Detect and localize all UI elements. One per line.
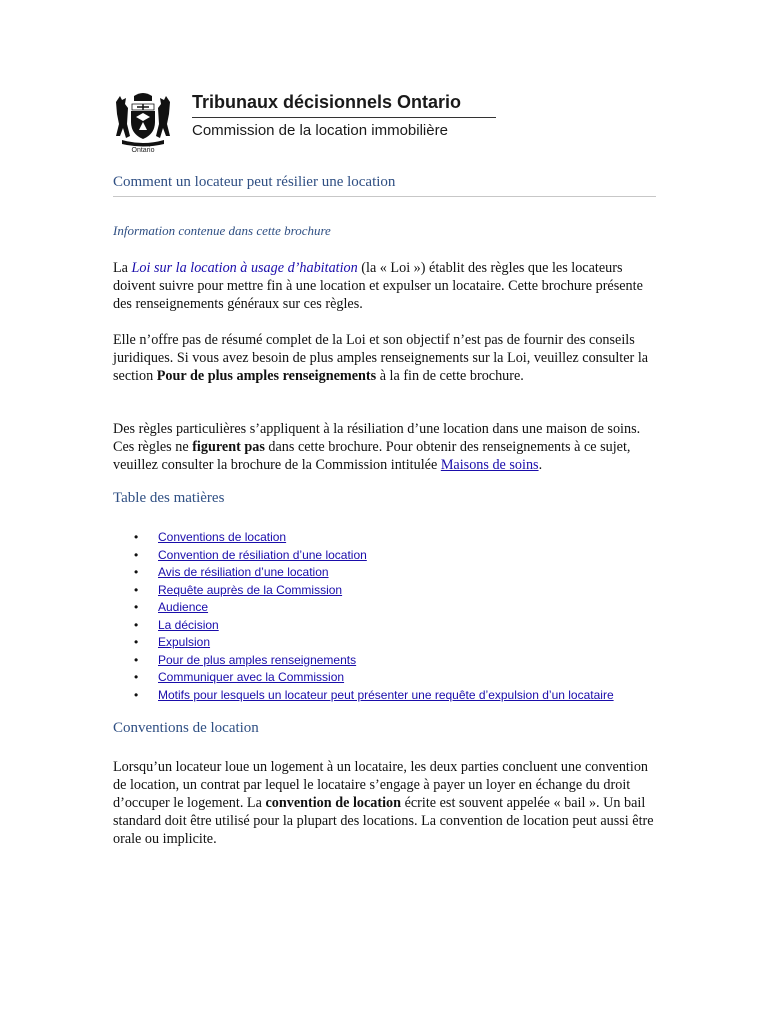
- conventions-text-pre: Lorsqu’un locateur loue un logement à un locataire, les deux parties concluent une convention de location, un contrat par lequel le locataire s’engage à payer un loyer en échange du droit d’occuper le logement. La: [113, 759, 649, 811]
- toc-link-hearing[interactable]: Audience: [158, 600, 209, 614]
- toc-item: [134, 617, 614, 635]
- bullet-icon: •: [134, 530, 139, 544]
- page-title: Comment un locateur peut résilier une location: [113, 174, 396, 190]
- toc-item: [134, 582, 614, 600]
- header-divider: [192, 117, 496, 118]
- info-heading: Information contenue dans cette brochure: [113, 223, 331, 238]
- bullet-icon: •: [134, 547, 139, 562]
- toc-link-contact[interactable]: Communiquer avec la Commission: [158, 670, 345, 684]
- care-home-text-mid: dans cette brochure. Pour obtenir des renseignements à ce sujet, veuillez consulter la brochure de la Commission intitulée: [113, 439, 631, 473]
- toc-item: [134, 529, 614, 547]
- toc-link-decision[interactable]: La décision: [158, 617, 219, 632]
- disclaimer-text-pre: Elle n’offre pas de résumé complet de la Loi et son objectif n’est pas de fournir des conseils juridiques. Si vous avez besoin de plus amples renseignements sur la Loi, veuillez consulter la section: [113, 332, 649, 384]
- conventions-bold: convention de location: [265, 795, 402, 811]
- toc-link-more-info[interactable]: Pour de plus amples renseignements: [158, 652, 357, 667]
- toc-link-grounds[interactable]: Motifs pour lesquels un locateur peut présenter une requête d’expulsion d’un locataire: [158, 687, 614, 702]
- crest-label: Ontario: [131, 147, 155, 154]
- toc-heading: Table des matières: [113, 490, 225, 506]
- bullet-icon: •: [134, 635, 139, 649]
- bullet-icon: •: [134, 652, 139, 667]
- toc-link-conventions[interactable]: Conventions de location: [158, 530, 287, 544]
- toc-item: [134, 652, 614, 670]
- conventions-heading: Conventions de location: [113, 720, 259, 736]
- title-divider: [113, 196, 656, 197]
- toc-item: [134, 599, 614, 617]
- bullet-icon: •: [134, 617, 139, 632]
- disclaimer-paragraph: [113, 331, 658, 385]
- toc-link-notice[interactable]: Avis de résiliation d’une location: [158, 565, 329, 579]
- org-title: Tribunaux décisionnels Ontario: [192, 92, 462, 112]
- bullet-icon: •: [134, 600, 139, 614]
- care-home-text-post: .: [538, 457, 543, 473]
- care-homes-link[interactable]: Maisons de soins: [440, 457, 539, 473]
- care-home-paragraph: [113, 420, 658, 474]
- page-header: [112, 90, 496, 158]
- toc-link-application[interactable]: Requête auprès de la Commission: [158, 582, 343, 597]
- bullet-icon: •: [134, 670, 139, 684]
- toc-link-eviction[interactable]: Expulsion: [158, 635, 211, 649]
- ontario-crest-logo: [112, 90, 174, 158]
- intro-paragraph: [113, 259, 658, 313]
- conventions-paragraph: [113, 758, 658, 848]
- intro-text-post: (la « Loi ») établit des règles que les locateurs doivent suivre pour mettre fin à une location et expulser un locataire. Cette brochure présente des renseignements généraux sur ces règles.: [113, 260, 643, 312]
- toc-item: [134, 564, 614, 582]
- table-of-contents: [134, 529, 614, 704]
- intro-text-pre: La: [113, 260, 132, 276]
- toc-item: [134, 547, 614, 565]
- disclaimer-text-post: à la fin de cette brochure.: [376, 368, 524, 384]
- care-home-bold: figurent pas: [192, 439, 265, 455]
- bullet-icon: •: [134, 687, 139, 702]
- bullet-icon: •: [134, 582, 139, 597]
- toc-item: [134, 669, 614, 687]
- care-home-text-pre: Des règles particulières s’appliquent à la résiliation d’une location dans une maison de soins. Ces règles ne: [113, 421, 641, 455]
- bullet-icon: •: [134, 565, 139, 579]
- conventions-text-post: écrite est souvent appelée « bail ». Un bail standard doit être utilisé pour la plupart des locations. La convention de location peut aussi être orale ou implicite.: [113, 795, 654, 847]
- toc-link-resiliation-agreement[interactable]: Convention de résiliation d’une location: [158, 547, 367, 562]
- disclaimer-bold: Pour de plus amples renseignements: [156, 368, 377, 384]
- act-link[interactable]: Loi sur la location à usage d’habitation: [131, 260, 358, 276]
- toc-item: [134, 687, 614, 705]
- toc-item: [134, 634, 614, 652]
- org-subtitle: Commission de la location immobilière: [192, 122, 448, 139]
